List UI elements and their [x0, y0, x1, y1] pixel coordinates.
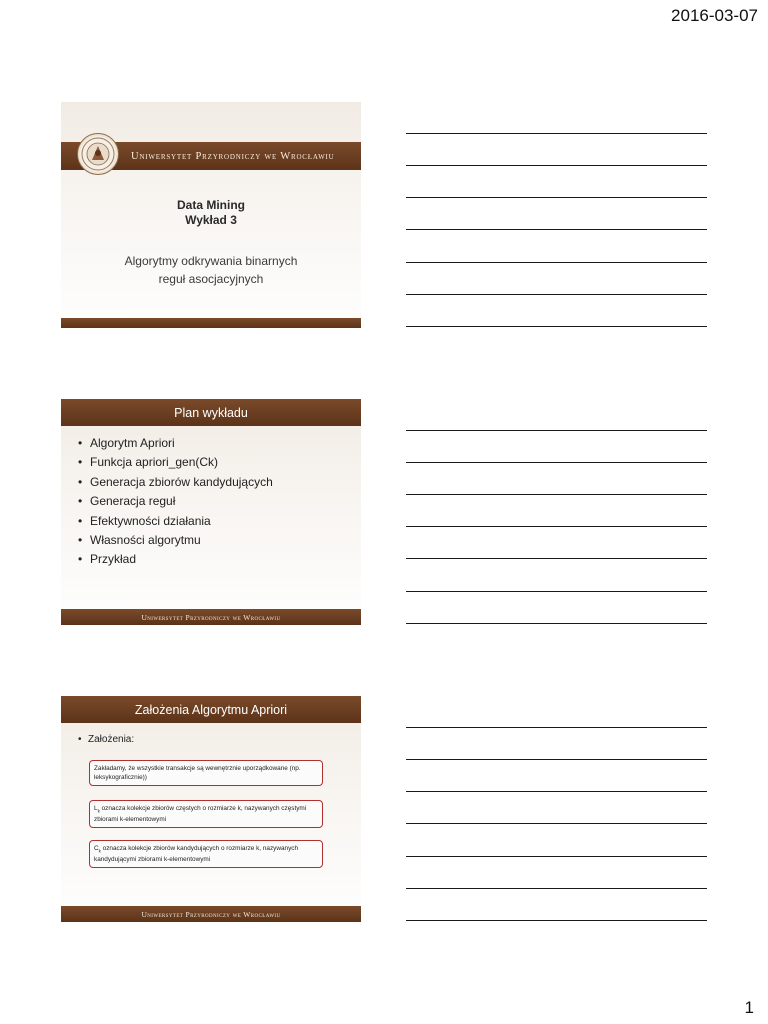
assumption-text: oznacza kolekcje zbiorów częstych o rozmiarze k, nazywanych częstymi zbiorami k-elementowymi: [94, 805, 307, 824]
bullet-item: • Generacja reguł: [78, 492, 273, 511]
note-line: [406, 623, 707, 624]
university-name: Uniwersytet Przyrodniczy we Wrocławiu: [131, 150, 335, 162]
note-line: [406, 591, 707, 592]
set-subscript: k: [97, 808, 100, 814]
assumption-box: [89, 760, 323, 786]
subtitle-line-1: Algorytmy odkrywania binarnych: [124, 254, 298, 268]
slide-heading: Założenia Algorytmu Apriori: [134, 702, 288, 717]
slide-subtitle: [61, 252, 361, 288]
slide-footer: [61, 906, 361, 922]
slide-title-bar: [61, 399, 361, 426]
note-line: [406, 856, 707, 857]
note-line: [406, 727, 707, 728]
assumption-box: [89, 800, 323, 828]
note-line: [406, 197, 707, 198]
bullet-item: • Przykład: [78, 550, 273, 569]
subtitle-line-2: reguł asocjacyjnych: [158, 272, 264, 286]
set-symbol: L: [94, 805, 98, 812]
course-name: Data Mining: [177, 198, 245, 212]
university-seal-icon: [77, 133, 119, 175]
note-line: [406, 262, 707, 263]
note-line: [406, 165, 707, 166]
set-symbol: C: [94, 845, 99, 852]
bullet-item: • Generacja zbiorów kandydujących: [78, 473, 273, 492]
assumption-text: Zakładamy, że wszystkie transakcje są wewnętrznie uporządkowane (np. leksykograficznie)): [94, 765, 301, 781]
slide-plan: [61, 399, 361, 625]
note-line: [406, 759, 707, 760]
note-line: [406, 294, 707, 295]
slide-heading: Plan wykładu: [174, 405, 248, 420]
assumption-box: [89, 840, 323, 868]
slide-title-bar: [61, 696, 361, 723]
note-line: [406, 526, 707, 527]
footer-text: Uniwersytet Przyrodniczy we Wrocławiu: [141, 612, 281, 622]
assumption-text: oznacza kolekcje zbiorów kandydujących o rozmiarze k, nazywanych kandydującymi zbiorami k-elementowymi: [94, 845, 299, 864]
note-line: [406, 920, 707, 921]
bullet-item: • Efektywności działania: [78, 512, 273, 531]
slide-title: [61, 102, 361, 328]
note-line: [406, 326, 707, 327]
bullet-item: • Własności algorytmu: [78, 531, 273, 550]
slide-title-text: [61, 198, 361, 228]
bullet-item: • Funkcja apriori_gen(Ck): [78, 453, 273, 472]
set-subscript: k: [98, 848, 101, 854]
note-line: [406, 229, 707, 230]
note-line: [406, 888, 707, 889]
footer-text: Uniwersytet Przyrodniczy we Wrocławiu: [141, 909, 281, 919]
note-line: [406, 823, 707, 824]
note-line: [406, 494, 707, 495]
lecture-number: Wykład 3: [185, 213, 237, 227]
bullet-item: • Algorytm Apriori: [78, 434, 273, 453]
bullet-item: • Założenia:: [78, 734, 134, 745]
slide-assumptions: [61, 696, 361, 922]
note-line: [406, 558, 707, 559]
note-line: [406, 430, 707, 431]
note-line: [406, 791, 707, 792]
note-line: [406, 133, 707, 134]
page-number: 1: [744, 998, 754, 1017]
slide-bottom-bar: [61, 318, 361, 328]
note-line: [406, 462, 707, 463]
slide-footer: [61, 609, 361, 625]
page-date: 2016-03-07: [671, 6, 758, 25]
bullet-list: [78, 434, 273, 570]
